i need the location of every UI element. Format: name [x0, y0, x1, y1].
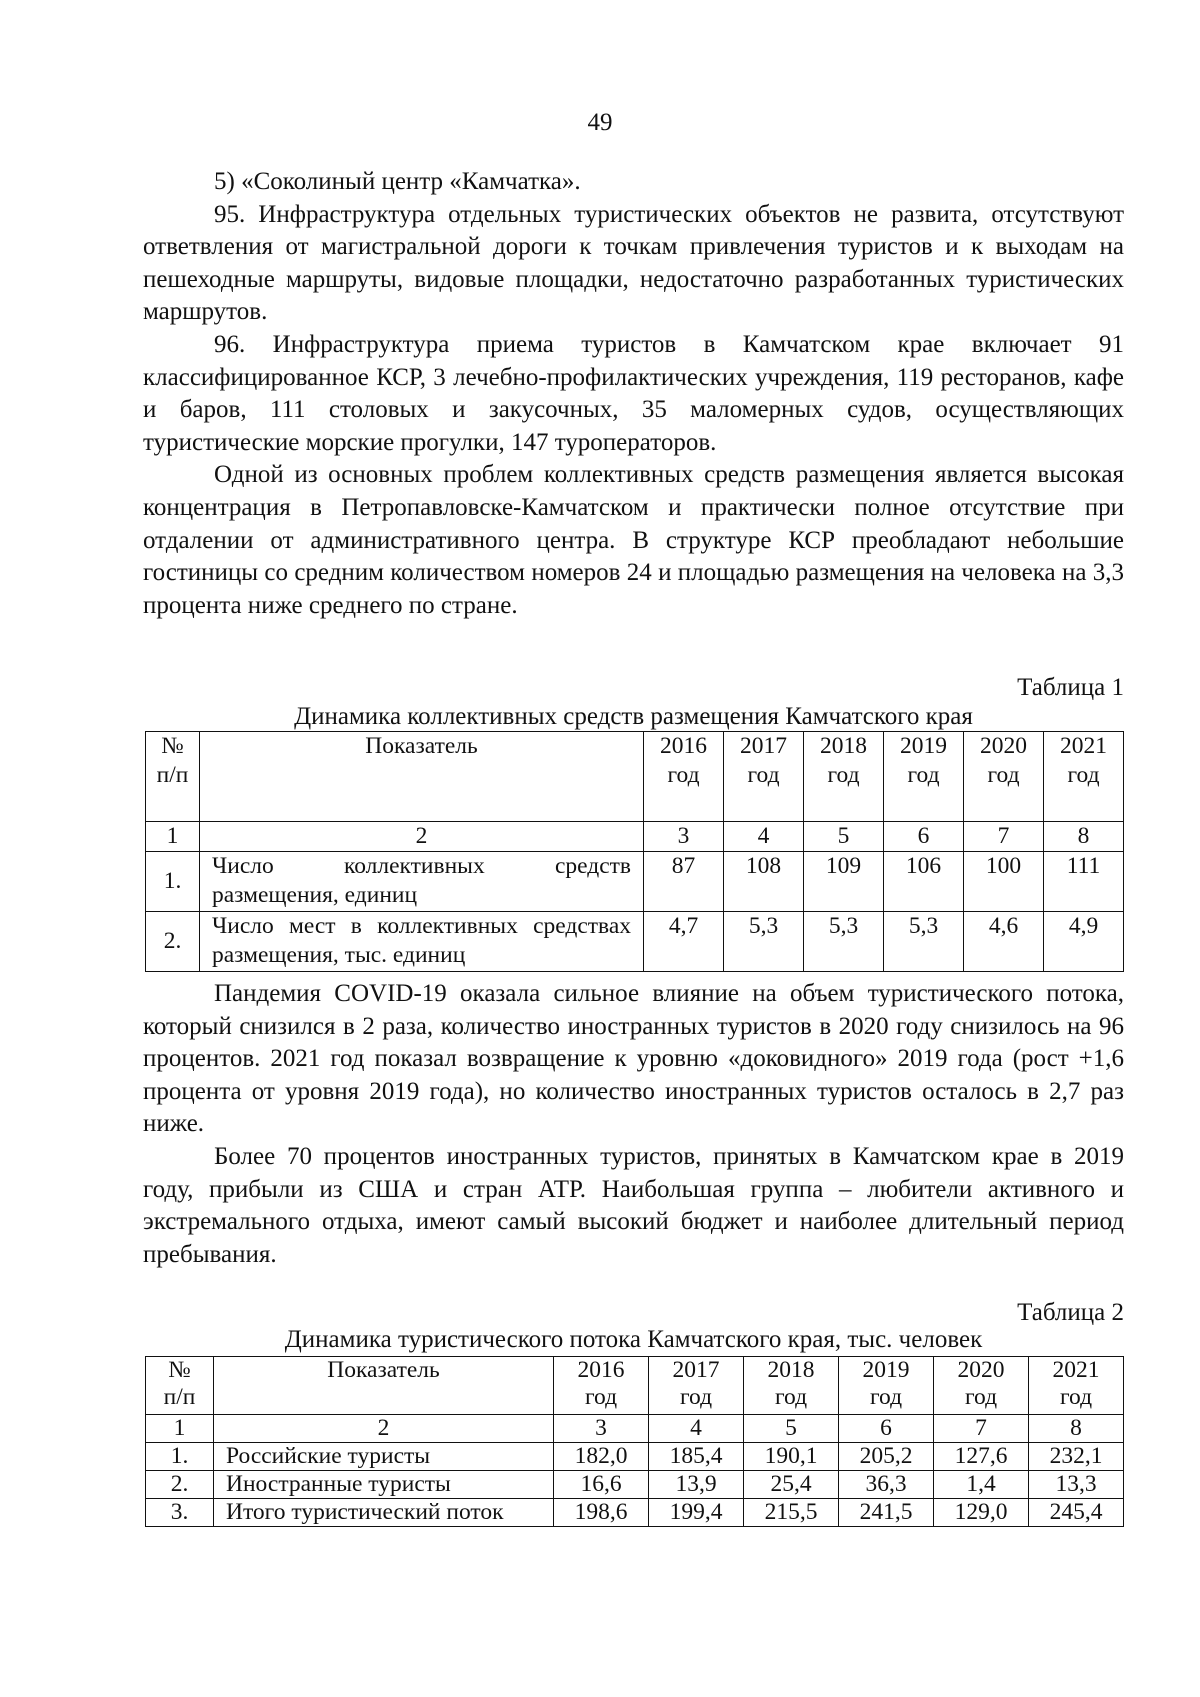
table-index-row — [146, 822, 1124, 852]
row-value: 5,3 — [884, 912, 964, 972]
index-cell: 5 — [804, 822, 884, 852]
table2-title: Динамика туристического потока Камчатского края, тыс. человек — [284, 1326, 983, 1353]
body-text-top — [143, 166, 1124, 622]
header-number-abbr: п/п — [163, 1384, 196, 1410]
index-cell: 4 — [724, 822, 804, 852]
paragraph-falcon-center: 5) «Соколиный центр «Камчатка». — [214, 168, 581, 195]
row-value: 199,4 — [649, 1499, 744, 1527]
row-value: 190,1 — [744, 1443, 839, 1471]
row-value: 16,6 — [554, 1471, 649, 1499]
header-cell-year — [744, 1357, 839, 1415]
index-cell: 5 — [744, 1415, 839, 1443]
header-cell-year — [884, 732, 964, 822]
header-cell-year — [644, 732, 724, 822]
row-value: 198,6 — [554, 1499, 649, 1527]
table-row — [146, 1443, 1124, 1471]
header-year-word: год — [1059, 1384, 1093, 1410]
row-value: 5,3 — [804, 912, 884, 972]
header-year-word: год — [747, 762, 780, 788]
header-year-word: год — [964, 1384, 998, 1410]
index-cell: 1 — [146, 822, 200, 852]
table-accommodation-dynamics — [145, 731, 1124, 972]
row-indicator: Число мест в коллективных средствах размещения, тыс. единиц — [200, 912, 644, 972]
header-cell-year — [934, 1357, 1029, 1415]
row-indicator: Иностранные туристы — [214, 1471, 554, 1499]
row-number: 3. — [146, 1499, 214, 1527]
index-cell: 3 — [554, 1415, 649, 1443]
table2-label: Таблица 2 — [1017, 1299, 1124, 1326]
row-value: 13,3 — [1029, 1471, 1124, 1499]
header-cell-year — [554, 1357, 649, 1415]
row-value: 108 — [724, 852, 804, 912]
header-year: 2016 — [577, 1357, 625, 1383]
header-number-sign: № — [168, 1357, 191, 1383]
header-year-word: год — [679, 1384, 713, 1410]
header-year-word: год — [1067, 762, 1100, 788]
header-cell-year — [839, 1357, 934, 1415]
row-value: 129,0 — [934, 1499, 1029, 1527]
header-year-word: год — [774, 1384, 808, 1410]
table-header-row — [146, 1357, 1124, 1415]
table-header-row — [146, 732, 1124, 822]
header-year-word: год — [584, 1384, 618, 1410]
header-year: 2021 — [1052, 1357, 1100, 1383]
row-value: 25,4 — [744, 1471, 839, 1499]
paragraph-covid-impact: Пандемия COVID-19 оказала сильное влияние на объем туристического потока, который снизился в 2 раза, количество иностранных туристов в 2020 году снизилось на 96 процентов. 2021 год показал возвращение к уровню «доковидного» 2019 года (рост +1,6 процента от уровня 2019 года), но количество иностранных туристов осталось в 2,7 раз ниже. — [143, 980, 1124, 1138]
table-index-row — [146, 1415, 1124, 1443]
header-year-word: год — [907, 762, 940, 788]
header-cell-year — [964, 732, 1044, 822]
row-value: 245,4 — [1029, 1499, 1124, 1527]
table-tourist-flow-dynamics — [145, 1356, 1124, 1527]
header-year: 2019 — [900, 733, 947, 759]
header-year: 2017 — [740, 733, 787, 759]
row-value: 36,3 — [839, 1471, 934, 1499]
header-cell-year — [1044, 732, 1124, 822]
index-cell: 2 — [214, 1415, 554, 1443]
header-cell-number — [146, 1357, 214, 1415]
index-cell: 6 — [839, 1415, 934, 1443]
row-value: 4,6 — [964, 912, 1044, 972]
paragraph-accommodation-problems: Одной из основных проблем коллективных средств размещения является высокая концентрация в Петропавловске-Камчатском и практически полное отсутствие при отдалении от административного центра. В структуре КСР преобладают небольшие гостиницы со средним количеством номеров 24 и площадью размещения на человека на 3,3 процента ниже среднего по стране. — [143, 461, 1124, 619]
header-cell-number — [146, 732, 200, 822]
header-year: 2018 — [767, 1357, 815, 1383]
header-year: 2017 — [672, 1357, 720, 1383]
page-number: 49 — [587, 109, 613, 136]
row-value: 87 — [644, 852, 724, 912]
table1-label: Таблица 1 — [1017, 674, 1124, 701]
row-number: 2. — [146, 1471, 214, 1499]
header-year: 2019 — [862, 1357, 910, 1383]
index-cell: 8 — [1029, 1415, 1124, 1443]
header-number-abbr: п/п — [156, 762, 189, 788]
row-value: 13,9 — [649, 1471, 744, 1499]
table-row — [146, 1471, 1124, 1499]
paragraph-95: 95. Инфраструктура отдельных туристических объектов не развита, отсутствуют ответвления от магистральной дороги к точкам привлечения туристов и к выходам на пешеходные маршруты, видовые площадки, недостаточно разработанных туристических маршрутов. — [143, 200, 1124, 326]
row-number: 2. — [146, 912, 200, 972]
paragraph-96: 96. Инфраструктура приема туристов в Камчатском крае включает 91 классифицированное КСР, 3 лечебно-профилактических учреждения, 119 ресторанов, кафе и баров, 111 столовых и закусочных, 35 маломерных судов, осуществляющих туристические морские прогулки, 147 туроператоров. — [143, 330, 1124, 456]
row-value: 109 — [804, 852, 884, 912]
row-value: 4,9 — [1044, 912, 1124, 972]
header-number-sign: № — [161, 733, 184, 759]
row-value: 100 — [964, 852, 1044, 912]
index-cell: 1 — [146, 1415, 214, 1443]
row-number: 1. — [146, 1443, 214, 1471]
row-value: 127,6 — [934, 1443, 1029, 1471]
row-value: 111 — [1044, 852, 1124, 912]
row-value: 185,4 — [649, 1443, 744, 1471]
row-indicator: Российские туристы — [214, 1443, 554, 1471]
row-value: 182,0 — [554, 1443, 649, 1471]
header-year: 2016 — [660, 733, 707, 759]
header-year: 2021 — [1060, 733, 1107, 759]
table-row — [146, 912, 1124, 972]
header-year: 2020 — [957, 1357, 1005, 1383]
row-indicator: Число коллективных средств размещения, единиц — [200, 852, 644, 912]
paragraph-foreign-tourists: Более 70 процентов иностранных туристов, принятых в Камчатском крае в 2019 году, прибыли из США и стран АТР. Наибольшая группа – любители активного и экстремального отдыха, имеют самый высокий бюджет и наиболее длительный период пребывания. — [143, 1142, 1124, 1268]
header-cell-year — [804, 732, 884, 822]
index-cell: 3 — [644, 822, 724, 852]
index-cell: 7 — [934, 1415, 1029, 1443]
header-cell-indicator: Показатель — [214, 1357, 554, 1415]
header-cell-indicator: Показатель — [200, 732, 644, 822]
row-value: 5,3 — [724, 912, 804, 972]
header-cell-year — [1029, 1357, 1124, 1415]
index-cell: 6 — [884, 822, 964, 852]
table1-title: Динамика коллективных средств размещения Камчатского края — [294, 703, 973, 730]
row-value: 4,7 — [644, 912, 724, 972]
row-value: 106 — [884, 852, 964, 912]
row-value: 215,5 — [744, 1499, 839, 1527]
index-cell: 2 — [200, 822, 644, 852]
row-number: 1. — [146, 852, 200, 912]
row-value: 1,4 — [934, 1471, 1029, 1499]
row-value: 241,5 — [839, 1499, 934, 1527]
header-year-word: год — [987, 762, 1020, 788]
index-cell: 7 — [964, 822, 1044, 852]
header-year-word: год — [827, 762, 860, 788]
header-year-word: год — [667, 762, 700, 788]
index-cell: 8 — [1044, 822, 1124, 852]
header-cell-year — [649, 1357, 744, 1415]
row-indicator: Итого туристический поток — [214, 1499, 554, 1527]
row-value: 232,1 — [1029, 1443, 1124, 1471]
index-cell: 4 — [649, 1415, 744, 1443]
table-row — [146, 852, 1124, 912]
table-row — [146, 1499, 1124, 1527]
row-value: 205,2 — [839, 1443, 934, 1471]
header-year: 2018 — [820, 733, 867, 759]
body-text-middle — [143, 978, 1124, 1271]
header-cell-year — [724, 732, 804, 822]
header-year-word: год — [869, 1384, 903, 1410]
header-year: 2020 — [980, 733, 1027, 759]
